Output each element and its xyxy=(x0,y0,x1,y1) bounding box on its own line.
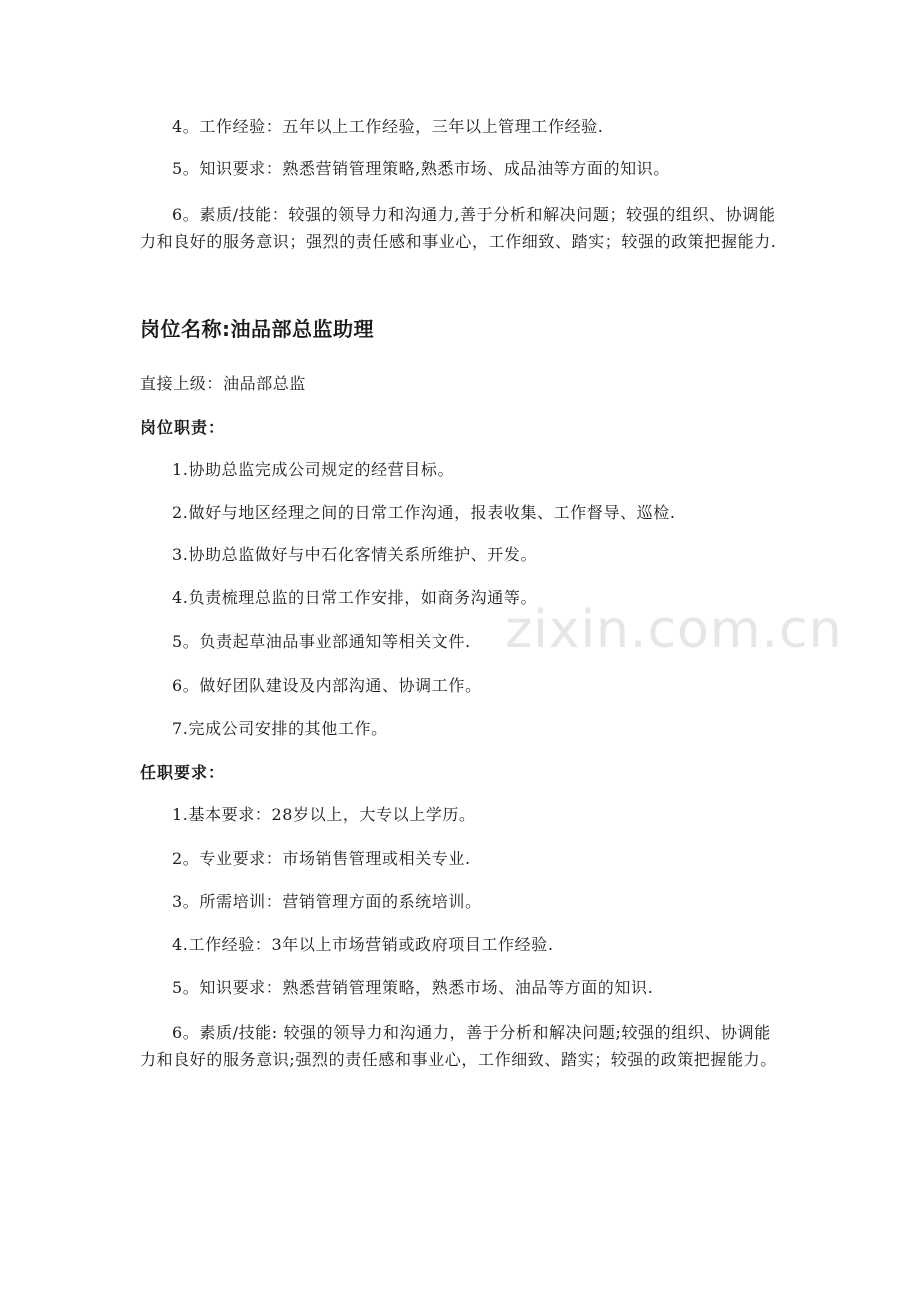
requirement-item: 3。所需培训：营销管理方面的系统培训。 xyxy=(172,892,482,911)
requirement-item: 2。专业要求：市场销售管理或相关专业. xyxy=(172,849,471,868)
duty-item: 6。做好团队建设及内部沟通、协调工作。 xyxy=(172,676,482,695)
watermark: zixin.com.cn xyxy=(505,600,843,660)
requirement-item: 4.工作经验：3年以上市场营销或政府项目工作经验. xyxy=(172,935,554,954)
requirement-item: 5。知识要求：熟悉营销管理策略，熟悉市场、油品等方面的知识. xyxy=(172,978,654,997)
requirement-item: 5。知识要求：熟悉营销管理策略,熟悉市场、成品油等方面的知识。 xyxy=(172,159,670,178)
duty-item: 5。负责起草油品事业部通知等相关文件. xyxy=(172,632,471,651)
position-title: 岗位名称:油品部总监助理 xyxy=(140,317,374,341)
direct-superior: 直接上级：油品部总监 xyxy=(140,374,307,393)
duty-item: 7.完成公司安排的其他工作。 xyxy=(172,719,388,738)
duty-item: 1.协助总监完成公司规定的经营目标。 xyxy=(172,460,455,479)
duty-item: 4.负责梳理总监的日常工作安排，如商务沟通等。 xyxy=(172,588,538,607)
duties-heading: 岗位职责： xyxy=(140,418,226,437)
requirement-item: 1.基本要求：28岁以上，大专以上学历。 xyxy=(172,805,476,824)
requirements-heading: 任职要求： xyxy=(140,763,226,782)
requirement-item: 6。素质/技能: 较强的领导力和沟通力，善于分析和解决问题;较强的组织、协调能力和良好的服务意识;强烈的责任感和事业心，工作细致、踏实；较强的政策把握能力。 xyxy=(140,1023,777,1069)
duty-item: 3.协助总监做好与中石化客情关系所维护、开发。 xyxy=(172,545,538,564)
requirement-item: 4。工作经验：五年以上工作经验，三年以上管理工作经验. xyxy=(172,117,604,136)
duty-item: 2.做好与地区经理之间的日常工作沟通，报表收集、工作督导、巡检. xyxy=(172,503,676,522)
requirement-item: 6。素质/技能：较强的领导力和沟通力,善于分析和解决问题；较强的组织、协调能力和良好的服务意识；强烈的责任感和事业心，工作细致、踏实；较强的政策把握能力. xyxy=(140,205,777,251)
